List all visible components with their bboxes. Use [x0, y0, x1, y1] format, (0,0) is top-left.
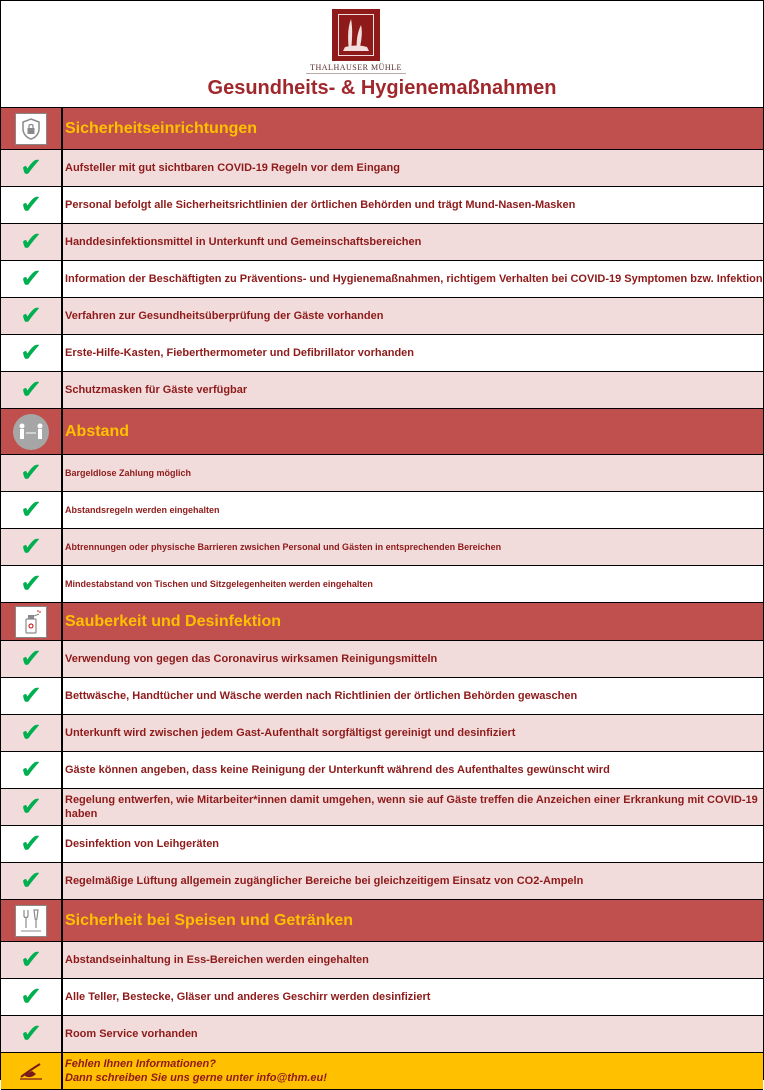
checkmark-icon: ✔: [20, 1019, 42, 1049]
measure-label: Desinfektion von Leihgeräten: [65, 838, 220, 850]
measure-row: [1, 641, 763, 678]
checkmark-icon: ✔: [20, 301, 42, 331]
check-cell: [1, 979, 63, 1015]
section-title: Sicherheit bei Speisen und Getränken: [65, 911, 354, 929]
tree-logo-icon: [339, 15, 373, 55]
section-title: Sauberkeit und Desinfektion: [65, 612, 282, 630]
section-icon-cell: [1, 603, 63, 640]
distance-people-icon: [13, 414, 49, 450]
checkmark-icon: ✔: [20, 458, 42, 488]
check-cell: [1, 492, 63, 528]
measure-row: [1, 372, 763, 409]
checkmark-icon: ✔: [20, 264, 42, 294]
checkmark-icon: ✔: [20, 718, 42, 748]
checkmark-icon: ✔: [20, 569, 42, 599]
logo-underline: [306, 73, 406, 76]
measure-label: Unterkunft wird zwischen jedem Gast-Aufenthalt sorgfältigst gereinigt und desinfiziert: [65, 727, 516, 739]
measure-row: [1, 224, 763, 261]
check-cell: [1, 150, 63, 186]
food-safe-icon: [15, 905, 47, 937]
measure-row: [1, 298, 763, 335]
measure-row: [1, 1016, 763, 1053]
page-title: Gesundheits- & Hygienemaßnahmen: [207, 77, 557, 99]
measure-row: [1, 789, 763, 826]
measure-label: Alle Teller, Bestecke, Gläser und anderes Geschirr werden desinfiziert: [65, 991, 431, 1003]
header: [1, 1, 763, 108]
checkmark-icon: ✔: [20, 866, 42, 896]
check-cell: [1, 372, 63, 408]
measure-row: [1, 455, 763, 492]
section-header: [1, 603, 763, 641]
measure-label: Abstandseinhaltung in Ess-Bereichen werden eingehalten: [65, 954, 369, 966]
measure-row: [1, 529, 763, 566]
checkmark-icon: ✔: [20, 829, 42, 859]
section-header: [1, 108, 763, 150]
check-cell: [1, 641, 63, 677]
footer-icon-cell: [1, 1053, 63, 1089]
check-cell: [1, 187, 63, 223]
measure-label: Abstandsregeln werden eingehalten: [65, 505, 220, 515]
measure-label: Personal befolgt alle Sicherheitsrichtlinien der örtlichen Behörden und trägt Mund-Nasen-Masken: [65, 199, 576, 211]
check-cell: [1, 566, 63, 602]
measure-label: Regelmäßige Lüftung allgemein zugänglicher Bereiche bei gleichzeitigem Einsatz von CO2-Ampeln: [65, 875, 584, 887]
check-cell: [1, 298, 63, 334]
checkmark-icon: ✔: [20, 982, 42, 1012]
check-cell: [1, 789, 63, 825]
checkmark-icon: ✔: [20, 532, 42, 562]
measure-row: [1, 715, 763, 752]
spray-bottle-icon: [15, 606, 47, 638]
section-title: Sicherheitseinrichtungen: [65, 119, 258, 137]
section-header: [1, 900, 763, 942]
measure-row: [1, 942, 763, 979]
writing-hand-icon: [18, 1061, 44, 1081]
contact-line-1: Fehlen Ihnen Informationen?: [65, 1058, 216, 1070]
check-cell: [1, 529, 63, 565]
checkmark-icon: ✔: [20, 945, 42, 975]
check-cell: [1, 224, 63, 260]
contact-text: [63, 1053, 763, 1089]
measure-label: Bettwäsche, Handtücher und Wäsche werden nach Richtlinien der örtlichen Behörden gewaschen: [65, 690, 578, 702]
check-cell: [1, 261, 63, 297]
section-icon-cell: [1, 108, 63, 149]
check-cell: [1, 715, 63, 751]
check-cell: [1, 752, 63, 788]
check-cell: [1, 455, 63, 491]
measure-label: Regelung entwerfen, wie Mitarbeiter*innen damit umgehen, wenn sie auf Gäste treffen die Anzeichen einer Erkrankung mit COVID-19 haben: [65, 794, 758, 820]
measure-label: Abtrennungen oder physische Barrieren zwsichen Personal und Gästen in entsprechenden Bereichen: [65, 542, 502, 552]
measure-label: Verwendung von gegen das Coronavirus wirksamen Reinigungsmitteln: [65, 653, 438, 665]
checkmark-icon: ✔: [20, 755, 42, 785]
measure-label: Information der Beschäftigten zu Präventions- und Hygienemaßnahmen, richtigem Verhalten bei COVID-19 Symptomen bzw. Infektion: [65, 273, 763, 285]
shield-lock-icon: [15, 113, 47, 145]
check-cell: [1, 678, 63, 714]
measure-row: [1, 863, 763, 900]
checkmark-icon: ✔: [20, 190, 42, 220]
check-cell: [1, 335, 63, 371]
section-title: Abstand: [65, 422, 129, 440]
measure-label: Handdesinfektionsmittel in Unterkunft und Gemeinschaftsbereichen: [65, 236, 422, 248]
contact-footer: [1, 1053, 763, 1090]
logo-name: THALHAUSER MÜHLE: [310, 63, 402, 72]
measure-label: Mindestabstand von Tischen und Sitzgelegenheiten werden eingehalten: [65, 579, 373, 589]
checkmark-icon: ✔: [20, 153, 42, 183]
checkmark-icon: ✔: [20, 338, 42, 368]
checkmark-icon: ✔: [20, 495, 42, 525]
logo: [332, 9, 380, 61]
measure-row: [1, 566, 763, 603]
measure-label: Schutzmasken für Gäste verfügbar: [65, 384, 248, 396]
measure-label: Erste-Hilfe-Kasten, Fieberthermometer und Defibrillator vorhanden: [65, 347, 415, 359]
measure-row: [1, 492, 763, 529]
checkmark-icon: ✔: [20, 227, 42, 257]
section-icon-cell: [1, 900, 63, 941]
checkmark-icon: ✔: [20, 681, 42, 711]
measure-row: [1, 678, 763, 715]
contact-line-2[interactable]: Dann schreiben Sie uns gerne unter info@thm.eu!: [65, 1072, 327, 1084]
checkmark-icon: ✔: [20, 644, 42, 674]
checkmark-icon: ✔: [20, 792, 42, 822]
measure-row: [1, 335, 763, 372]
check-cell: [1, 1016, 63, 1052]
checkmark-icon: ✔: [20, 375, 42, 405]
logo-frame: [338, 14, 374, 56]
measure-row: [1, 261, 763, 298]
check-cell: [1, 942, 63, 978]
measure-label: Verfahren zur Gesundheitsüberprüfung der Gäste vorhanden: [65, 310, 384, 322]
measure-row: [1, 979, 763, 1016]
measure-label: Room Service vorhanden: [65, 1028, 198, 1040]
check-cell: [1, 826, 63, 862]
measure-row: [1, 187, 763, 224]
measures-list: [1, 108, 763, 1090]
section-header: [1, 409, 763, 455]
section-icon-cell: [1, 409, 63, 454]
measure-label: Aufsteller mit gut sichtbaren COVID-19 Regeln vor dem Eingang: [65, 162, 400, 174]
check-cell: [1, 863, 63, 899]
measure-row: [1, 150, 763, 187]
measure-label: Bargeldlose Zahlung möglich: [65, 468, 192, 478]
measure-label: Gäste können angeben, dass keine Reinigung der Unterkunft während des Aufenthaltes gewünscht wird: [65, 764, 610, 776]
measure-row: [1, 826, 763, 863]
measure-row: [1, 752, 763, 789]
